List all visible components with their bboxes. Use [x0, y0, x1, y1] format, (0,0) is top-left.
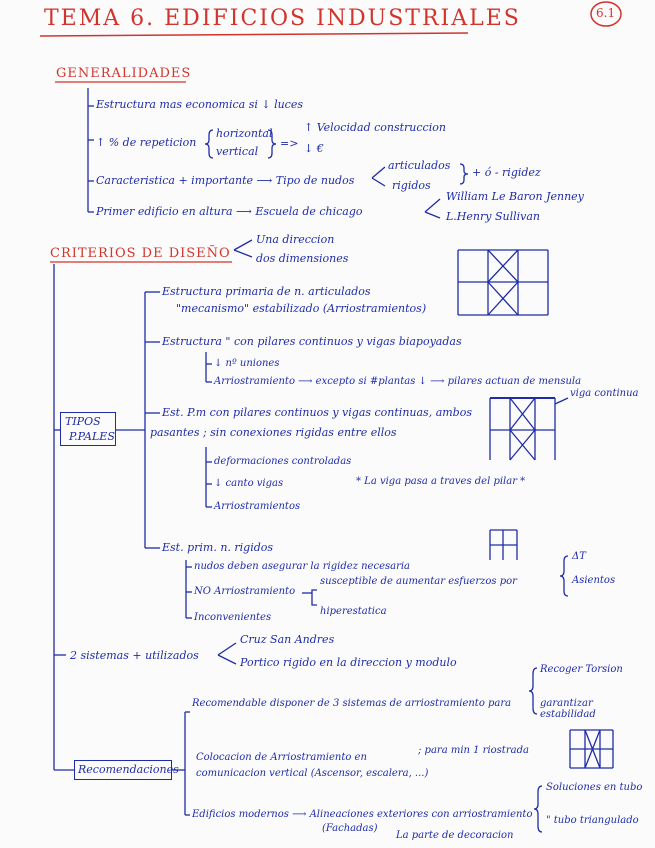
tipo1-line1: Estructura primaria de n. articulados — [162, 285, 371, 298]
frame-sketch-4 — [570, 730, 613, 768]
sistemas-cruz: Cruz San Andres — [240, 633, 335, 646]
tipo4-inconvenientes: Inconvenientes — [194, 612, 272, 623]
note-william: William Le Baron Jenney — [446, 190, 584, 203]
page-title: TEMA 6. EDIFICIOS INDUSTRIALES — [44, 6, 521, 31]
tipo2-uniones: ↓ nº uniones — [214, 358, 280, 369]
frame-sketch-2 — [490, 398, 568, 460]
frame-sketch-1 — [458, 250, 548, 315]
viga-continua-label: viga continua — [570, 388, 639, 399]
note-primer: Primer edificio en altura ⟶ Escuela de chicago — [96, 205, 363, 218]
tipo3-line1: Est. P.m con pilares continuos y vigas continuas, ambos — [162, 406, 472, 419]
ppales-label: P.PALES — [69, 430, 115, 443]
tipo4-asientos: Asientos — [572, 575, 616, 586]
rec-r2c: ; para min 1 riostrada — [418, 745, 529, 756]
rec-r1: Recomendable disponer de 3 sistemas de arriostramiento para — [192, 698, 512, 709]
tipo2-line1: Estructura " con pilares continuos y vigas biapoyadas — [162, 335, 462, 348]
tipo4-susceptible: susceptible de aumentar esfuerzos por — [320, 576, 517, 587]
tipo3-arriostramientos: Arriostramientos — [214, 501, 301, 512]
tipo4-delta-t: ΔT — [572, 551, 586, 562]
tipo4-nudos: nudos deben asegurar la rigidez necesaria — [194, 561, 411, 572]
frame-sketch-3 — [490, 530, 517, 560]
note-dos-dimensiones: dos dimensiones — [256, 252, 349, 265]
rec-tubo: " tubo triangulado — [546, 815, 639, 826]
rec-r2a: Colocacion de Arriostramiento en — [196, 752, 367, 763]
tipo4-line1: Est. prim. n. rigidos — [162, 541, 274, 554]
tipo3-line2: pasantes ; sin conexiones rigidas entre ellos — [150, 426, 397, 439]
section-heading-generalidades: GENERALIDADES — [56, 66, 192, 81]
note-rigidos: rigidos — [392, 179, 431, 192]
tipo1-line2: "mecanismo" estabilizado (Arriostramientos) — [176, 302, 427, 315]
tipo2-arriostramiento: Arriostramiento ⟶ excepto si #plantas ↓ ⟶ pilares actuan de mensula — [214, 376, 582, 387]
tipo3-viga-pasa: * La viga pasa a traves del pilar * — [356, 476, 526, 487]
section-heading-criterios: CRITERIOS DE DISEÑO — [50, 246, 231, 261]
note-vertical: vertical — [216, 145, 259, 158]
note-rigidez: + ó - rigidez — [472, 166, 541, 179]
rec-la-parte: La parte de decoracion — [396, 830, 514, 841]
page-number: 6.1 — [596, 6, 616, 20]
note-arrow: => — [280, 137, 299, 150]
rec-garantizar: garantizar estabilidad — [540, 698, 596, 720]
rec-soluciones: Soluciones en tubo — [546, 782, 643, 793]
note-repeticion: ↑ % de repeticion — [96, 136, 197, 149]
tipo4-hiper: hiperestatica — [320, 606, 387, 617]
recomendaciones-box — [74, 760, 179, 780]
tipo3-canto: ↓ canto vigas — [214, 478, 284, 489]
note-e: ↓ € — [304, 142, 324, 155]
tipos-box — [60, 412, 116, 446]
note-caracteristica: Caracteristica + importante ⟶ Tipo de nudos — [96, 174, 355, 187]
note-velocidad: ↑ Velocidad construccion — [304, 121, 446, 134]
sistemas-portico: Portico rigido en la direccion y modulo — [240, 656, 457, 669]
note-una-direccion: Una direccion — [256, 233, 335, 246]
tipo4-no-arr: NO Arriostramiento — [194, 586, 296, 597]
note-articulados: articulados — [388, 159, 451, 172]
note-horizontal: horizontal — [216, 127, 273, 140]
rec-recoger: Recoger Torsion — [540, 664, 623, 675]
note-henry: L.Henry Sullivan — [446, 210, 540, 223]
tipos-label: TIPOS — [65, 415, 101, 428]
rec-r3: Edificios modernos ⟶ Alineaciones exteriores con arriostramiento — [192, 809, 533, 820]
sistemas-label: 2 sistemas + utilizados — [70, 649, 199, 662]
tipo3-deformaciones: deformaciones controladas — [214, 456, 352, 467]
note-estructura: Estructura mas economica si ↓ luces — [96, 98, 304, 111]
rec-fachadas: (Fachadas) — [322, 823, 378, 834]
rec-r2b: comunicacion vertical (Ascensor, escalera, ...) — [196, 768, 429, 779]
recomendaciones-label: Recomendaciones — [78, 763, 179, 776]
